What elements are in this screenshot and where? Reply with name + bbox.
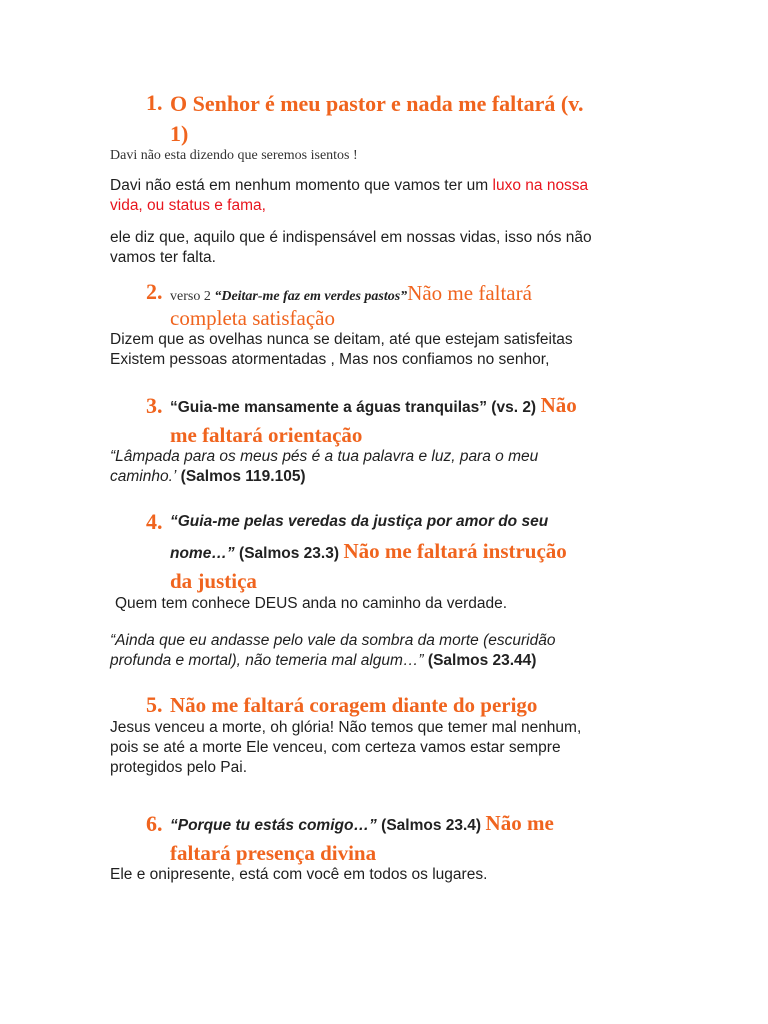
section-1-p1-text: Davi não está em nenhum momento que vamos ter um [110,177,493,194]
section-6-heading-line1 [170,808,554,838]
section-5-number: 5. [146,692,163,717]
section-4-paragraph-1: Quem tem conhece DEUS anda no caminho da verdade. [115,595,508,612]
section-4-reference: (Salmos 23.3) [239,545,339,562]
section-6-heading-a: Não me [485,811,554,835]
section-1-paragraph-1-line2: vida, ou status e fama, [110,197,266,214]
section-4-heading-line1 [170,536,567,566]
section-3-heading-a: Não [540,393,577,417]
section-1-paragraph-2-line2: vamos ter falta. [110,249,216,266]
section-1-heading-line2: 1) [170,121,189,146]
section-4-quote-line1: “Guia-me pelas veredas da justiça por amor do seu [170,513,549,530]
section-5-heading: Não me faltará coragem diante do perigo [170,693,538,717]
section-5-paragraph-line3: protegidos pelo Pai. [110,759,248,776]
section-2-heading-b: completa satisfação [170,306,336,330]
section-6-paragraph: Ele e onipresente, está com você em todos os lugares. [110,866,488,883]
section-2-verse-prefix: verso 2 [170,289,215,304]
section-2-paragraph-1: Dizem que as ovelhas nunca se deitam, até que estejam satisfeitas [110,331,573,348]
section-1-p1-highlight: luxo na nossa [492,177,589,194]
section-5-paragraph-line2: pois se até a morte Ele venceu, com certeza vamos estar sempre [110,739,561,756]
section-3-quote: “Guia-me mansamente a águas tranquilas” (vs. 2) [170,399,537,416]
section-4-number: 4. [146,509,163,534]
section-1-paragraph-1-line1 [110,176,588,196]
section-6-quote: “Porque tu estás comigo…” [170,817,377,834]
section-6-reference: (Salmos 23.4) [381,817,482,834]
section-4-quote-2-line1: “Ainda que eu andasse pelo vale da sombra da morte (escuridão [110,632,556,649]
section-3-quote-line2 [110,467,306,487]
section-1-number: 1. [146,90,163,115]
section-3-heading-line1 [170,390,577,420]
section-2-heading-a: Não me faltará [407,281,532,305]
section-3-quote-line1: “Lâmpada para os meus pés é a tua palavra e luz, para o meu [110,448,539,465]
section-5-paragraph-line1: Jesus venceu a morte, oh glória! Não temos que temer mal nenhum, [110,719,582,736]
section-3-heading-b: me faltará orientação [170,423,363,447]
section-1-paragraph-2-line1: ele diz que, aquilo que é indispensável em nossas vidas, isso nós não [110,229,592,246]
section-4-heading-a: Não me faltará instrução [343,539,567,563]
section-1-heading-line1: O Senhor é meu pastor e nada me faltará (v. [170,91,584,116]
section-2-paragraph-2: Existem pessoas atormentadas , Mas nos confiamos no senhor, [110,351,550,368]
section-1-subtitle: Davi não esta dizendo que seremos isentos ! [110,148,358,163]
section-3-number: 3. [146,393,163,418]
section-3-quote-reference: (Salmos 119.105) [180,468,306,485]
section-6-number: 6. [146,811,163,836]
section-4-quote-2-line2-text: profunda e mortal), não temeria mal algum…” [110,652,424,669]
section-4-quote-2-reference: (Salmos 23.44) [427,652,537,669]
section-2-verse-quote: “Deitar-me faz em verdes pastos” [214,289,408,304]
section-3-quote-line2-text: caminho.’ [110,468,177,485]
section-2-number: 2. [146,279,163,304]
section-4-quote-line2: nome…” [170,545,235,562]
section-6-heading-b: faltará presença divina [170,841,377,865]
section-4-quote-2-line2 [110,651,536,671]
section-4-heading-b: da justiça [170,569,257,593]
